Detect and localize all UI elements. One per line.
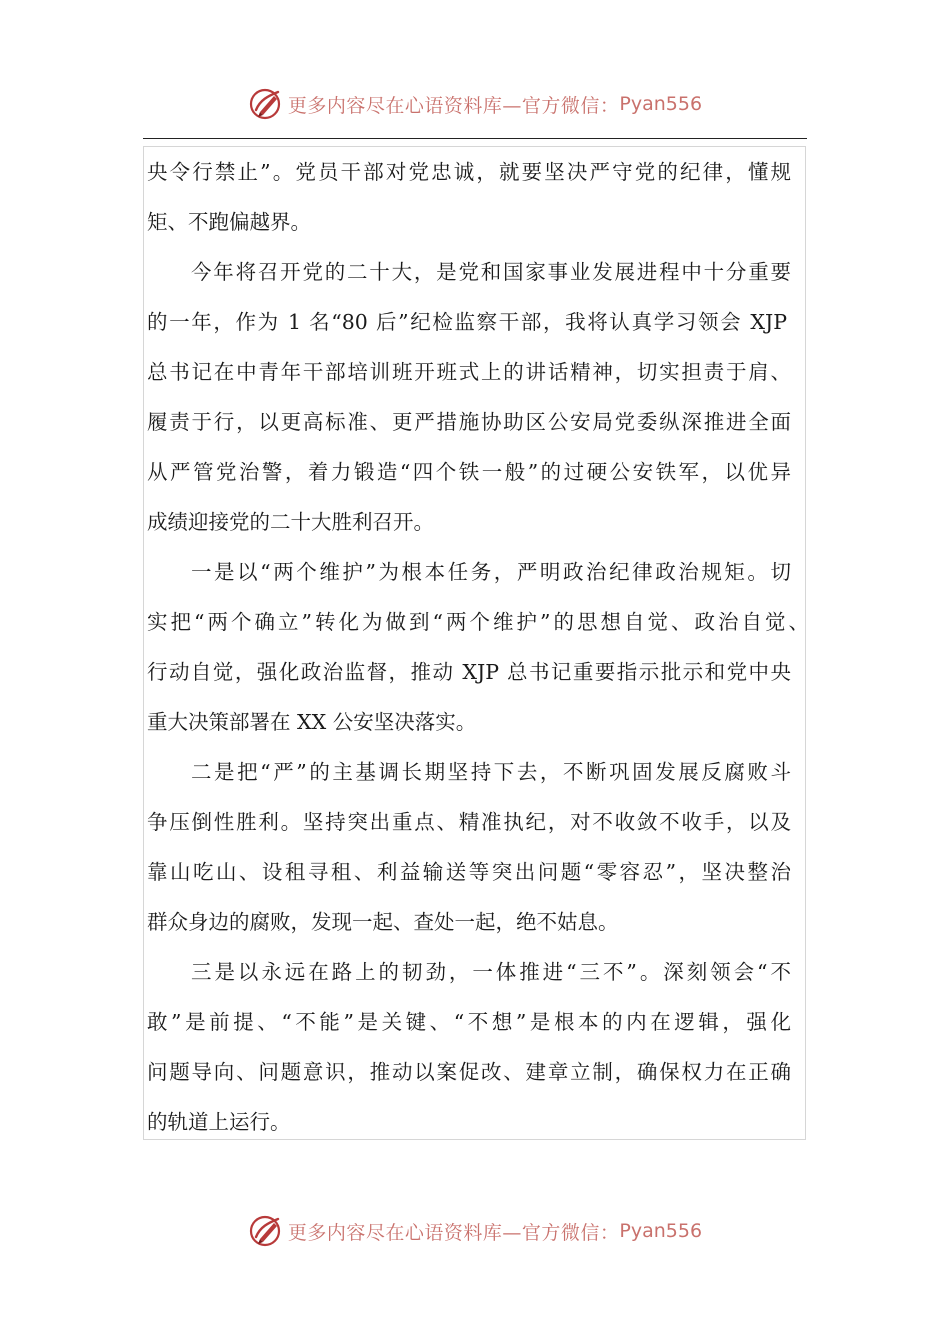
body-line-14: 争压倒性胜利。坚持突出重点、精准执纪，对不收敛不收手，以及 [147,810,791,834]
body-line-1: 央令行禁止”。党员干部对党忠诚，就要坚决严守党的纪律，懂规 [147,160,791,184]
banner-text: 更多内容尽在心语资料库—官方微信： [287,94,620,117]
body-line-2: 矩、不跑偏越界。 [147,209,317,235]
header-banner [0,84,950,124]
body-line-15: 靠山吃山、设租寻租、利益输送等突出问题“零容忍”，坚决整治 [147,860,791,884]
body-line-20: 的轨道上运行。 [147,1109,297,1135]
footer-banner [0,1211,950,1251]
banner-wechat-id: Pyan556 [619,93,703,115]
body-line-12: 重大决策部署在 XX 公安坚决落实。 [147,709,487,735]
body-line-7: 从严管党治警，着力锻造“四个铁一般”的过硬公安铁军，以优异 [147,460,791,484]
body-line-3: 今年将召开党的二十大，是党和国家事业发展进程中十分重要 [147,259,791,285]
banner-text: 更多内容尽在心语资料库—官方微信： [287,1221,620,1244]
banner-wechat-id: Pyan556 [619,1220,703,1242]
document-body-frame [143,146,806,1140]
body-line-5: 总书记在中青年干部培训班开班式上的讲话精神，切实担责于肩、 [147,360,791,384]
body-line-10: 实把“两个确立”转化为做到“两个维护”的思想自觉、政治自觉、 [147,610,809,634]
body-line-4: 的一年，作为 1 名“80 后”纪检监察干部，我将认真学习领会 XJP [147,310,787,334]
pen-logo-icon [248,86,284,122]
pen-logo-icon [248,1213,284,1249]
header-rule [143,138,807,139]
body-line-8: 成绩迎接党的二十大胜利召开。 [147,509,437,535]
body-line-19: 问题导向、问题意识，推动以案促改、建章立制，确保权力在正确 [147,1060,791,1084]
body-line-11: 行动自觉，强化政治监督，推动 XJP 总书记重要指示批示和党中央 [147,660,791,684]
body-line-13: 二是把“严”的主基调长期坚持下去，不断巩固发展反腐败斗 [147,759,791,785]
body-line-9: 一是以“两个维护”为根本任务，严明政治纪律政治规矩。切 [147,559,791,585]
body-line-18: 敢”是前提、“不能”是关键、“不想”是根本的内在逻辑，强化 [147,1010,791,1034]
body-line-17: 三是以永远在路上的韧劲，一体推进“三不”。深刻领会“不 [147,959,791,985]
body-line-16: 群众身边的腐败，发现一起、查处一起，绝不姑息。 [147,909,657,935]
body-line-6: 履责于行，以更高标准、更严措施协助区公安局党委纵深推进全面 [147,410,791,434]
